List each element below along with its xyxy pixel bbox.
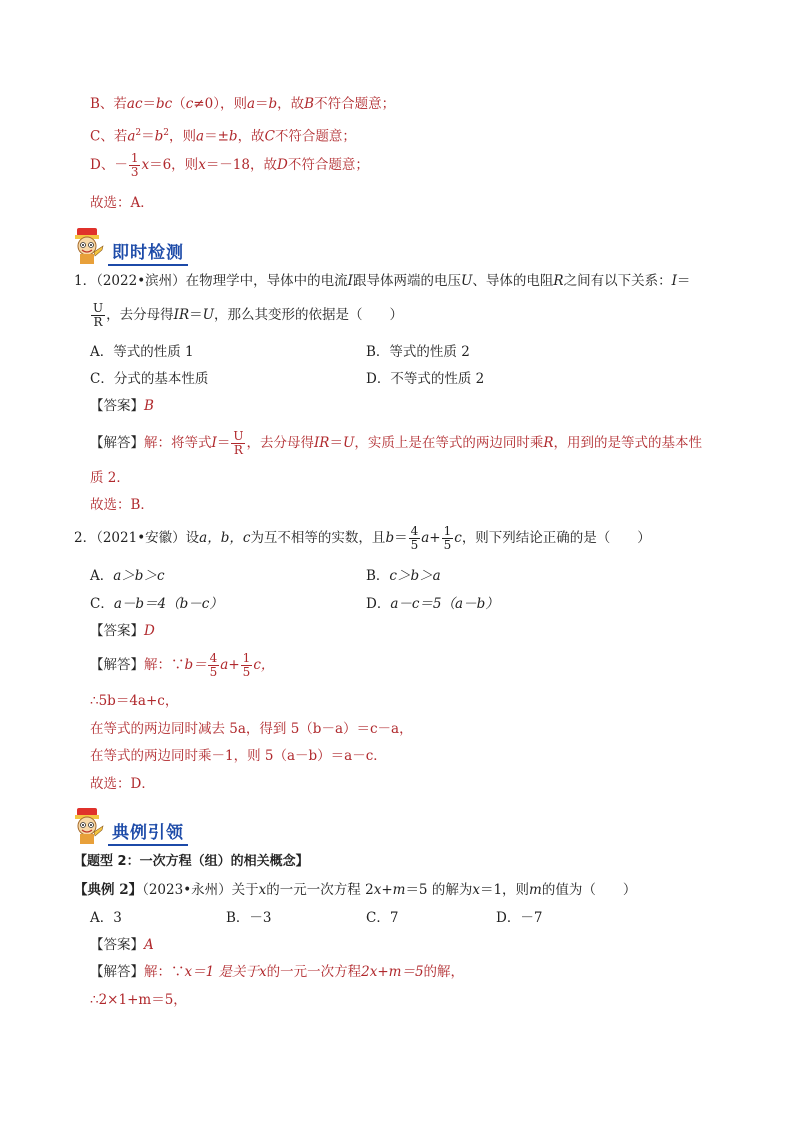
section-header-check [70, 226, 188, 266]
fraction: $\frac{1}{5}$ [242, 651, 251, 679]
q1-stem-2: $\frac{U}{R}$ ，去分母得IR＝U，那么其变形的依据是（ ） [93, 301, 404, 329]
q2-option-d: D．a－c＝5（a－b） [366, 596, 499, 612]
fraction: $\frac{4}{5}$ [209, 651, 218, 679]
q1-option-d: D．不等式的性质 2 [366, 371, 485, 387]
section-title: 即时检测 [108, 238, 188, 266]
q1-stem: 1．（2022•滨州）在物理学中，导体中的电流I跟导体两端的电压U、导体的电阻R之间有以下关系：I＝ [74, 273, 691, 289]
ex2-solution: 【解答】解：∵x＝1 是关于x的一元一次方程2x+m＝5的解， [90, 964, 465, 980]
pencil-mascot-icon [70, 806, 104, 846]
ex2-option-b: B．－3 [226, 910, 272, 926]
q1-option-a: A．等式的性质 1 [90, 344, 194, 360]
ex2-answer: 【答案】A [90, 937, 154, 953]
type-heading: 【题型 2：一次方程（组）的相关概念】 [74, 854, 309, 869]
solution-line-c: C、若$a^2=b^2$，则a＝±b，故C不符合题意； [90, 128, 356, 145]
section-header-example [70, 806, 188, 846]
solution-line-d: D、－ $\frac{1}{3}$ x＝6，则x＝－18，故D不符合题意； [90, 151, 369, 179]
q2-option-b: B．c＞b＞a [366, 568, 441, 584]
fraction: $\frac{U}{R}$ [93, 301, 104, 329]
q2-option-a: A．a＞b＞c [90, 568, 165, 584]
q1-option-c: C．分式的基本性质 [90, 371, 209, 387]
q2-answer: 【答案】D [90, 623, 155, 639]
solution-final: 故选：A． [90, 195, 154, 211]
q1-solution-2: 质 2． [90, 470, 130, 486]
q2-solution: 【解答】解：∵b＝ $\frac{4}{5}$ a+ $\frac{1}{5}$ c， [90, 651, 275, 679]
q2-solution-2: ∴5b＝4a+c， [90, 693, 179, 709]
fraction: $\frac{U}{R}$ [233, 429, 244, 457]
pencil-mascot-icon [70, 226, 104, 266]
q2-solution-3: 在等式的两边同时减去 5a，得到 5（b－a）＝c－a， [90, 721, 413, 737]
q1-option-b: B．等式的性质 2 [366, 344, 470, 360]
q1-answer: 【答案】B [90, 398, 154, 414]
q2-stem: 2．（2021•安徽）设a，b，c为互不相等的实数，且b＝ $\frac{4}{5}$ a+ $\frac{1}{5}$ c，则下列结论正确的是（ ） [74, 524, 651, 552]
q1-final: 故选：B． [90, 497, 154, 513]
ex2-solution-2: ∴2×1+m＝5， [90, 992, 187, 1008]
fraction: $\frac{1}{5}$ [443, 524, 452, 552]
ex2-stem: 【典例 2】（2023•永州）关于x的一元一次方程 2x+m＝5 的解为x＝1，则m的值为（ ） [74, 882, 637, 898]
ex2-option-c: C．7 [366, 910, 399, 926]
fraction: $\frac{1}{3}$ [130, 151, 139, 179]
q1-solution: 【解答】解：将等式I＝ $\frac{U}{R}$ ，去分母得IR＝U，实质上是在等式的两边同时乘R，用到的是等式的基本性 [90, 429, 703, 457]
fraction: $\frac{4}{5}$ [410, 524, 419, 552]
solution-line-b: B、若ac＝bc（c≠0），则a＝b，故B不符合题意； [90, 96, 396, 112]
q2-final: 故选：D． [90, 776, 155, 792]
q2-solution-4: 在等式的两边同时乘－1，则 5（a－b）＝a－c． [90, 748, 387, 764]
ex2-option-d: D．－7 [496, 910, 543, 926]
ex2-option-a: A．3 [90, 910, 122, 926]
section-title: 典例引领 [108, 818, 188, 846]
q2-option-c: C．a－b＝4（b－c） [90, 596, 223, 612]
